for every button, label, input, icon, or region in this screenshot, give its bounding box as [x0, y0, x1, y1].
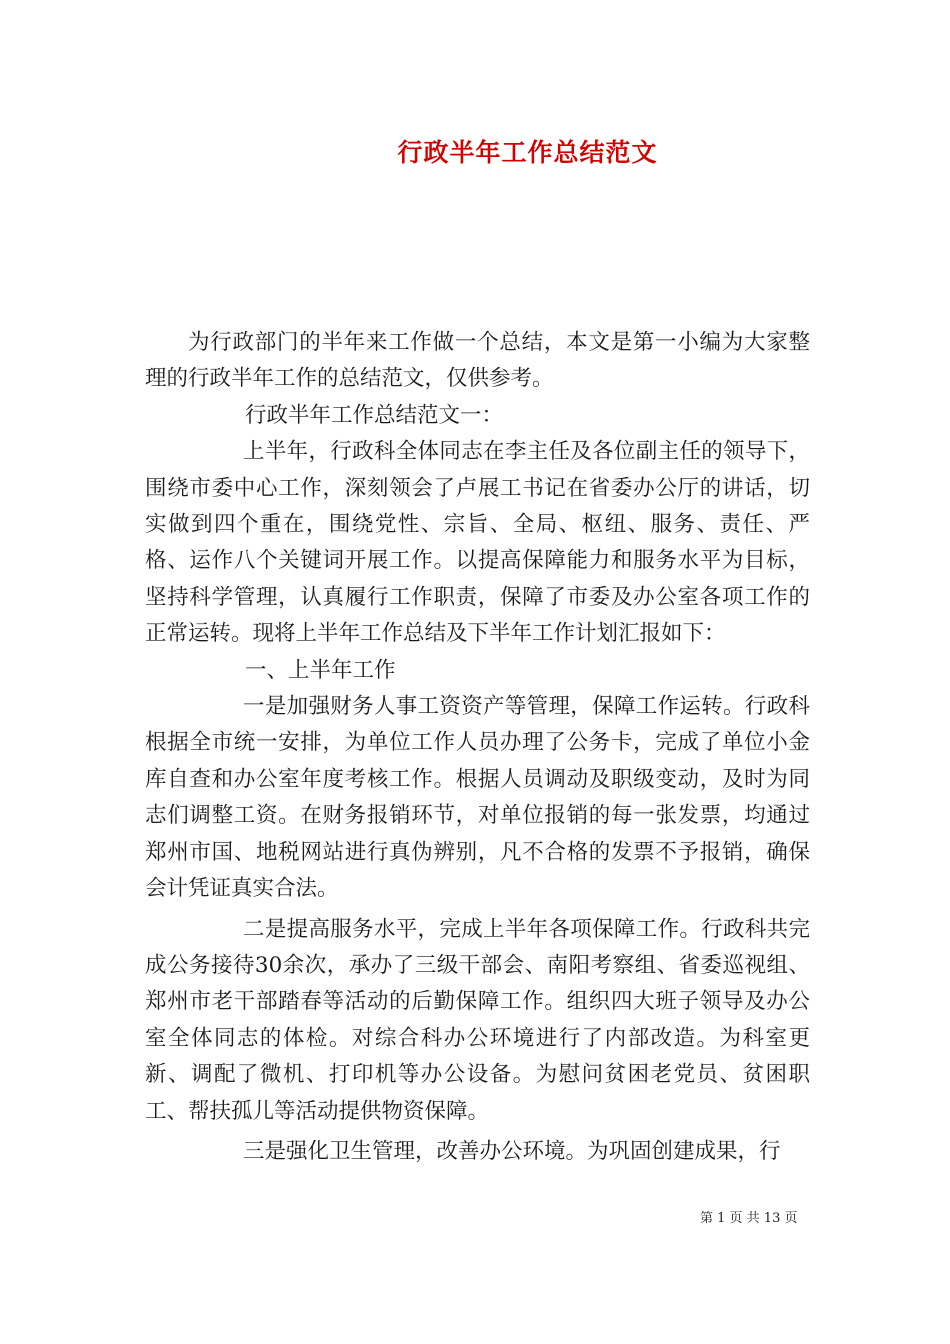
item-two-paragraph: 二是提高服务水平，完成上半年各项保障工作。行政科共完成公务接待30余次，承办了三级干部会、南阳考察组、省委巡视组、郑州市老干部踏春等活动的后勤保障工作。组织四大班子领导及办公室全体同志的体检。对综合科办公环境进行了内部改造。为科室更新、调配了微机、打印机等办公设备。为慰问贫困老党员、贫困职工、帮扶孤儿等活动提供物资保障。 — [145, 916, 810, 1124]
intro-paragraph: 为行政部门的半年来工作做一个总结，本文是第一小编为大家整理的行政半年工作的总结范文，仅供参考。 — [145, 330, 810, 392]
section-heading-sample-one: 行政半年工作总结范文一： — [245, 402, 504, 428]
document-body — [145, 325, 810, 1170]
item-one-paragraph: 一是加强财务人事工资资产等管理，保障工作运转。行政科根据全市统一安排，为单位工作人员办理了公务卡，完成了单位小金库自查和办公室年度考核工作。根据人员调动及职级变动，及时为同志们调整工资。在财务报销环节，对单位报销的每一张发票，均通过郑州市国、地税网站进行真伪辨别，凡不合格的发票不予报销，确保会计凭证真实合法。 — [145, 694, 810, 902]
item-three-paragraph: 三是强化卫生管理，改善办公环境。为巩固创建成果，行 — [243, 1138, 781, 1164]
overview-paragraph: 上半年，行政科全体同志在李主任及各位副主任的领导下，围绕市委中心工作，深刻领会了卢展工书记在省委办公厅的讲话，切实做到四个重在，围绕党性、宗旨、全局、枢纽、服务、责任、严格、运作八个关键词开展工作。以提高保障能力和服务水平为目标，坚持科学管理，认真履行工作职责，保障了市委及办公室各项工作的正常运转。现将上半年工作总结及下半年工作计划汇报如下： — [145, 439, 810, 647]
section-heading-first-half: 一、上半年工作 — [245, 657, 396, 683]
page-number: 第 1 页 共 13 页 — [700, 1211, 798, 1226]
document-title: 行政半年工作总结范文 — [397, 138, 658, 167]
